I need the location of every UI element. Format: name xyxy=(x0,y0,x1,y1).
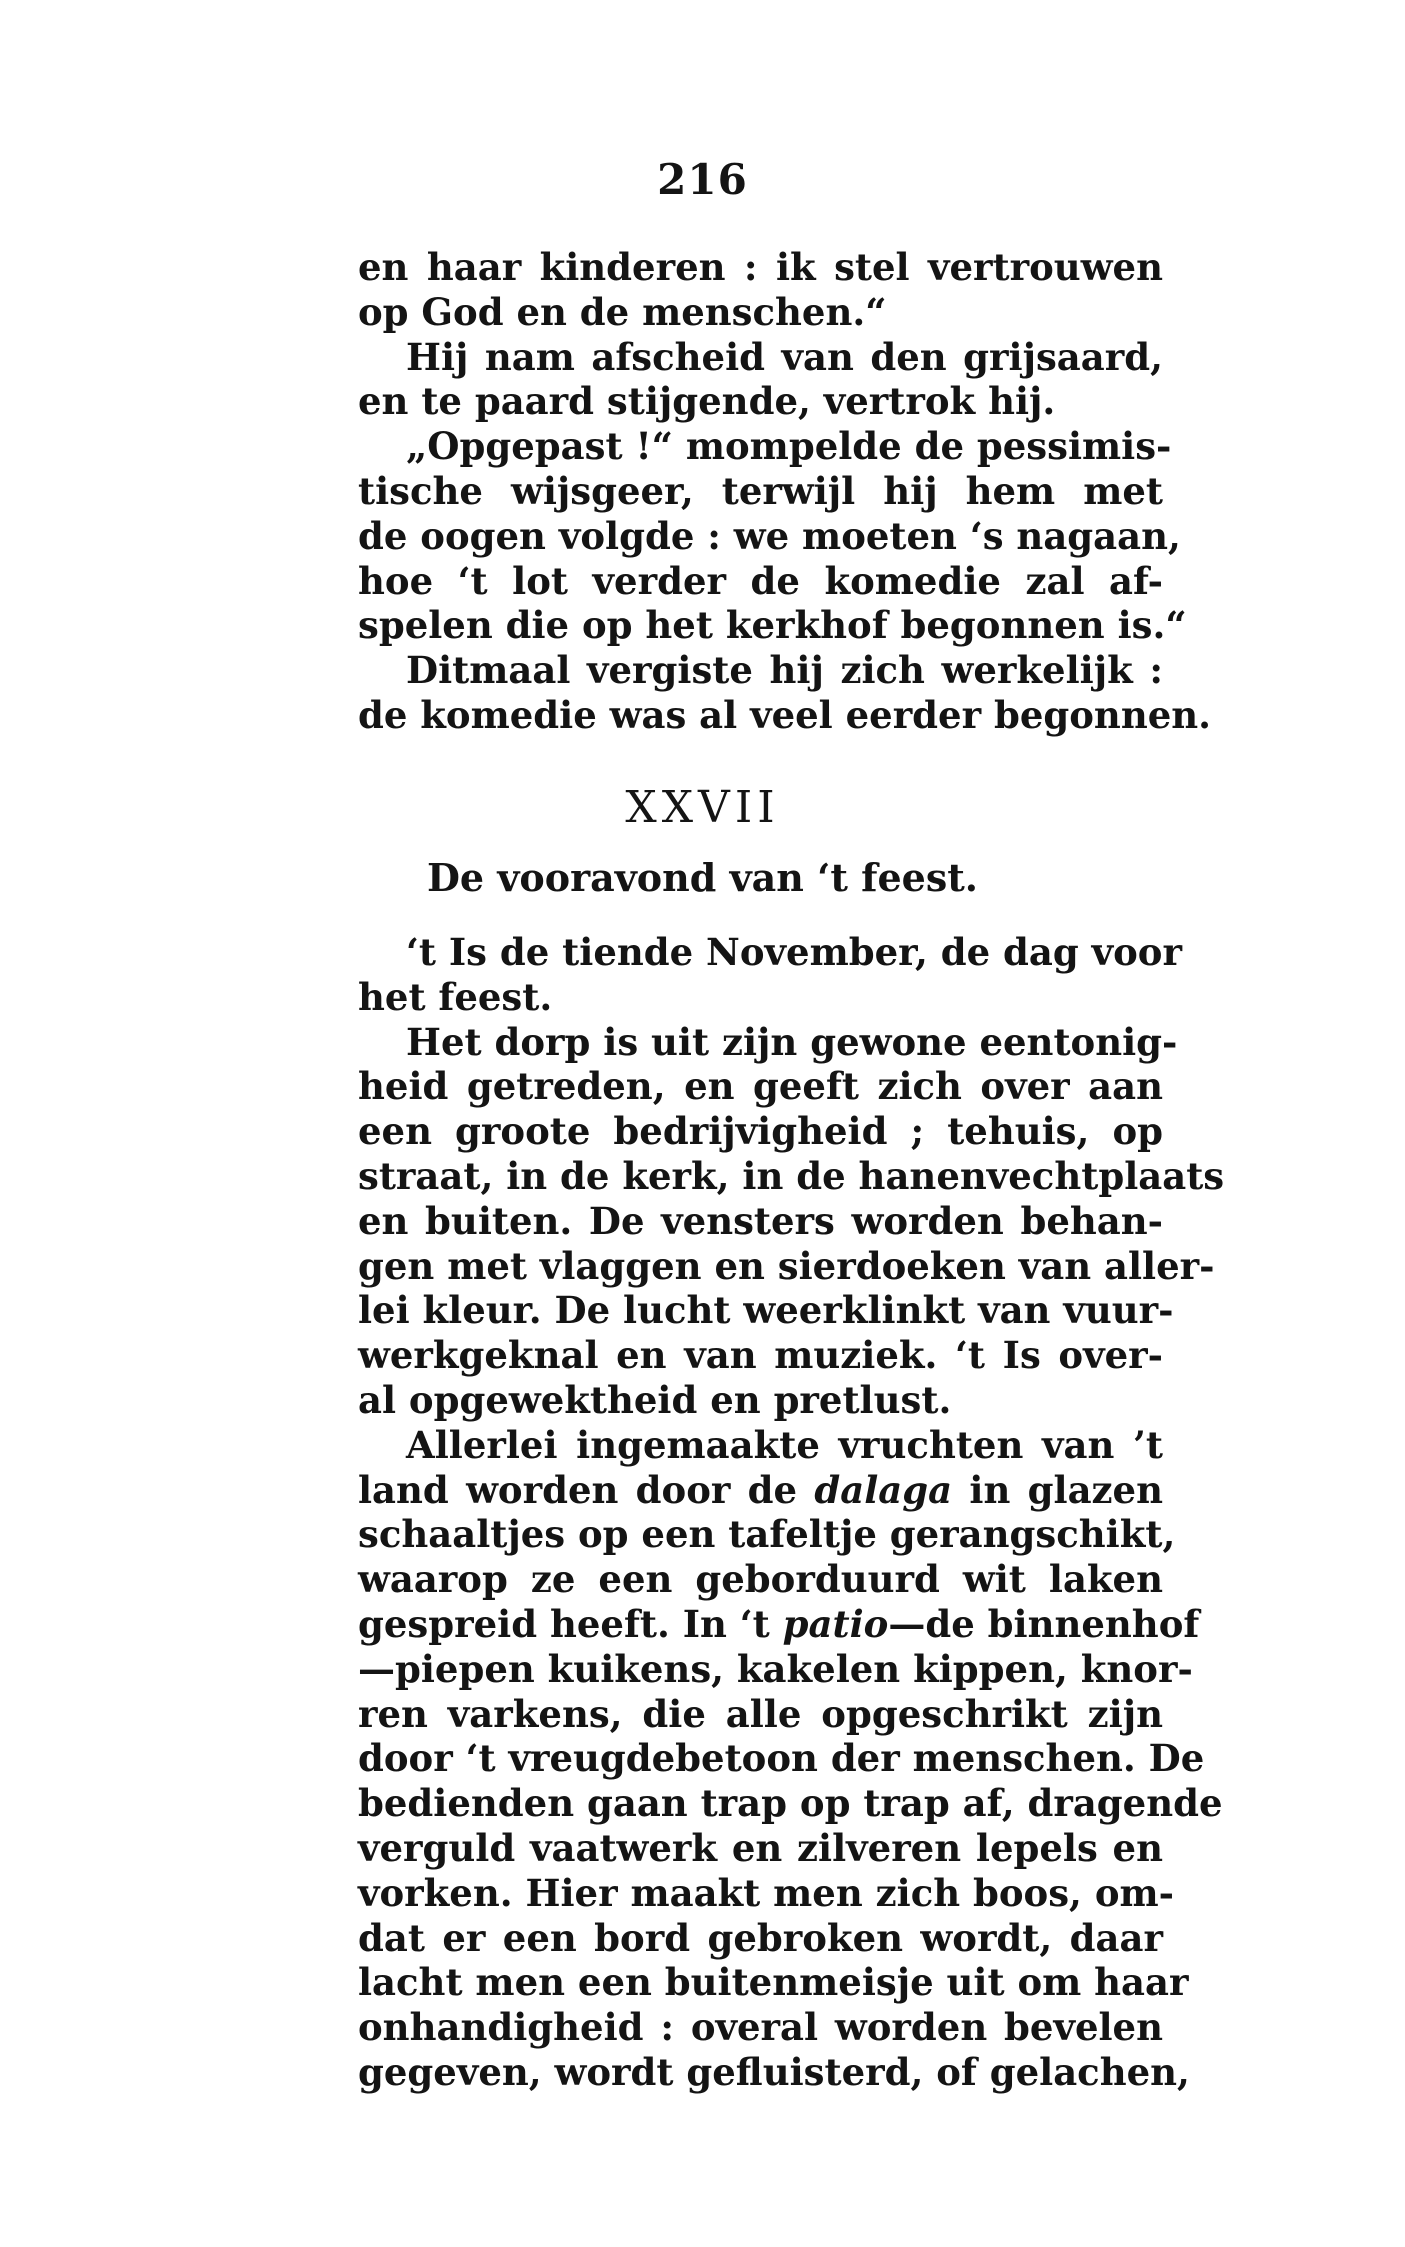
text-line: door ‘t vreugdebetoon der menschen. De xyxy=(358,1736,1205,1781)
text-block-previous-chapter xyxy=(358,245,1212,738)
text-segment: land worden door de xyxy=(358,1467,798,1512)
text-line: Hij nam afscheid van den grijsaard, xyxy=(406,334,1163,379)
chapter-title: De vooravond van ‘t feest. xyxy=(426,855,979,900)
text-line: gegeven, wordt gefluisterd, of gelachen, xyxy=(358,2049,1190,2094)
page-number: 216 xyxy=(657,155,748,204)
italic-term: dalaga xyxy=(814,1467,953,1512)
text-line: Ditmaal vergiste hij zich werkelijk : xyxy=(406,648,1163,693)
text-segment: —de binnenhof xyxy=(888,1601,1200,1646)
text-line: spelen die op het kerkhof begonnen is.“ xyxy=(358,603,1187,648)
chapter-number: XXVII xyxy=(625,782,780,833)
text-line: vorken. Hier maakt men zich boos, om- xyxy=(358,1870,1175,1915)
text-line: hoe ‘t lot verder de komedie zal af- xyxy=(358,558,1163,603)
text-line: onhandigheid : overal worden bevelen xyxy=(358,2005,1163,2050)
text-line: en te paard stijgende, vertrok hij. xyxy=(358,379,1056,424)
text-line xyxy=(358,1601,1200,1647)
text-line: —piepen kuikens, kakelen kippen, knor- xyxy=(358,1646,1193,1691)
text-line: heid getreden, en geeft zich over aan xyxy=(358,1064,1163,1109)
text-line: verguld vaatwerk en zilveren lepels en xyxy=(358,1825,1163,1870)
text-line: gen met vlaggen en sierdoeken van aller- xyxy=(358,1243,1215,1288)
text-line: al opgewektheid en pretlust. xyxy=(358,1377,952,1422)
text-line: en buiten. De vensters worden behan- xyxy=(358,1198,1163,1243)
text-line: lacht men een buitenmeisje uit om haar xyxy=(358,1960,1189,2005)
text-line: de komedie was al veel eerder begonnen. xyxy=(358,692,1212,737)
text-line: een groote bedrijvigheid ; tehuis, op xyxy=(358,1109,1163,1154)
text-line: dat er een bord gebroken wordt, daar xyxy=(358,1915,1163,1960)
italic-term: patio xyxy=(782,1601,889,1646)
text-line: ‘t Is de tiende November, de dag voor xyxy=(406,930,1182,974)
text-line: „Opgepast !“ mompelde de pessimis- xyxy=(406,424,1172,469)
text-line: bedienden gaan trap op trap af, dragende xyxy=(358,1781,1223,1826)
text-line: ren varkens, die alle opgeschrikt zijn xyxy=(358,1691,1163,1736)
text-line: schaaltjes op een tafeltje gerangschikt, xyxy=(358,1512,1176,1557)
text-line: straat, in de kerk, in de hanenvechtplaats xyxy=(358,1153,1225,1198)
text-line: Allerlei ingemaakte vruchten van ’t xyxy=(406,1422,1163,1467)
text-line: tische wijsgeer, terwijl hij hem met xyxy=(358,468,1163,513)
text-block-chapter-body xyxy=(358,930,1225,2095)
text-line: en haar kinderen : ik stel vertrouwen xyxy=(358,245,1163,289)
text-line: werkgeknal en van muziek. ‘t Is over- xyxy=(358,1333,1163,1378)
text-line xyxy=(358,1468,1163,1513)
text-line: de oogen volgde : we moeten ‘s nagaan, xyxy=(358,513,1181,558)
text-line: het feest. xyxy=(358,974,553,1019)
text-line: Het dorp is uit zijn gewone eentonig- xyxy=(406,1019,1178,1064)
text-line: waarop ze een geborduurd wit laken xyxy=(358,1557,1163,1602)
text-segment: in glazen xyxy=(969,1467,1163,1512)
text-line: lei kleur. De lucht weerklinkt van vuur- xyxy=(358,1288,1174,1333)
text-line: op God en de menschen.“ xyxy=(358,289,887,334)
text-segment: gespreid heeft. In ‘t xyxy=(358,1601,770,1646)
